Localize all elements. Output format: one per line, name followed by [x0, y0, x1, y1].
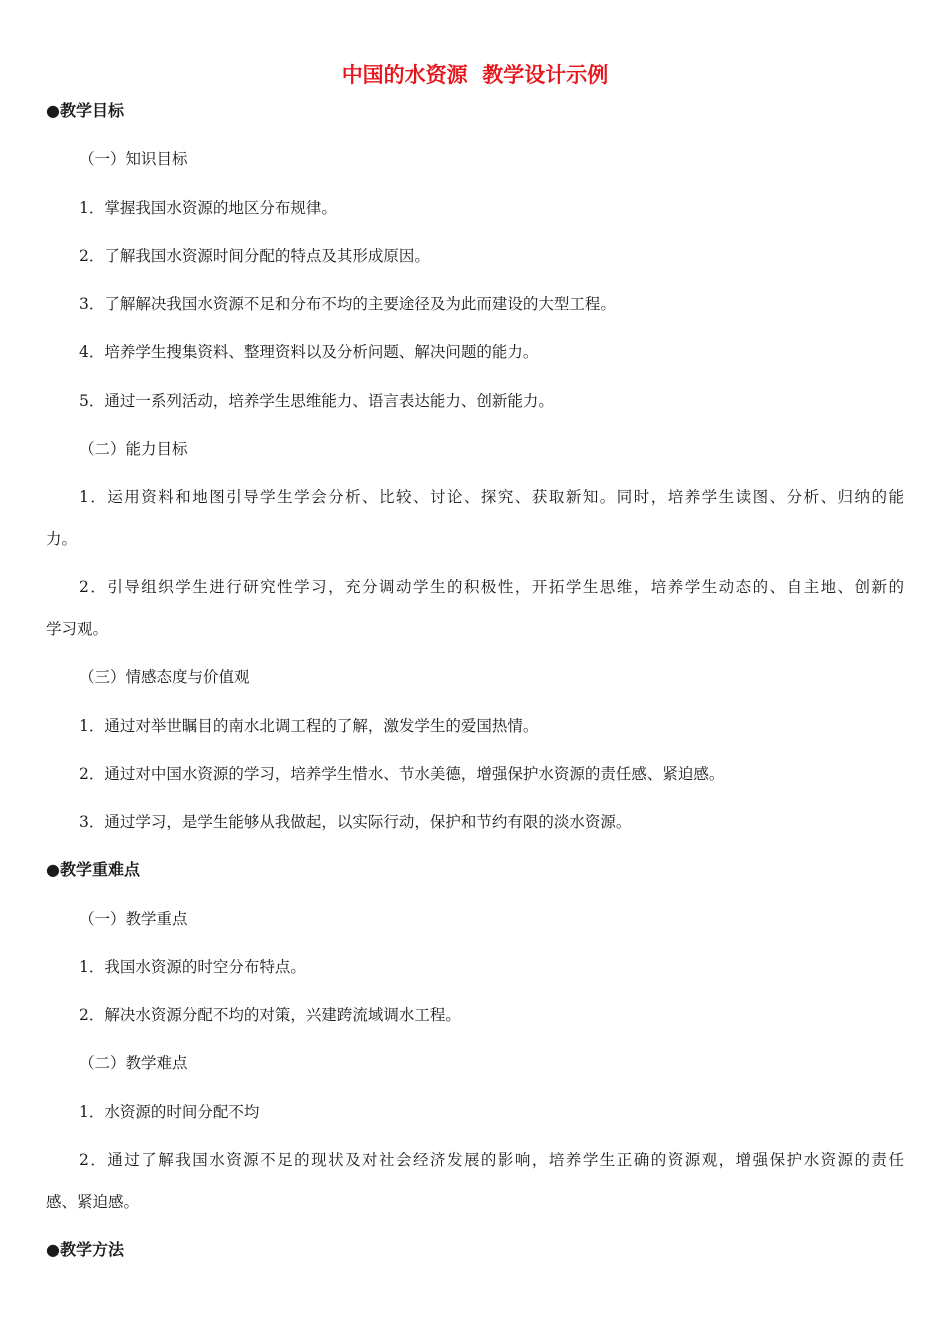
ability-item-line: 1．运用资料和地图引导学生学会分析、比较、讨论、探究、获取新知。同时，培养学生读图、分析、归纳的能 — [79, 488, 904, 506]
knowledge-item: 2．了解我国水资源时间分配的特点及其形成原因。 — [79, 247, 430, 265]
subheading-difficulty: （二）教学难点 — [79, 1054, 188, 1072]
subheading-ability: （二）能力目标 — [79, 440, 188, 458]
ability-item-continuation: 学习观。 — [46, 620, 109, 638]
emotion-item: 1．通过对举世瞩目的南水北调工程的了解，激发学生的爱国热情。 — [79, 717, 539, 735]
subheading-knowledge: （一）知识目标 — [79, 150, 188, 168]
ability-item-continuation: 力。 — [46, 530, 78, 548]
focus-item: 1．我国水资源的时空分布特点。 — [79, 958, 306, 976]
section-heading-objectives: ●教学目标 — [46, 101, 124, 120]
knowledge-item: 1．掌握我国水资源的地区分布规律。 — [79, 199, 337, 217]
knowledge-item: 3．了解解决我国水资源不足和分布不均的主要途径及为此而建设的大型工程。 — [79, 295, 616, 313]
subheading-emotion: （三）情感态度与价值观 — [79, 668, 250, 686]
difficulty-item-continuation: 感、紧迫感。 — [46, 1193, 140, 1211]
knowledge-item: 4．培养学生搜集资料、整理资料以及分析问题、解决问题的能力。 — [79, 343, 539, 361]
ability-item-line: 2．引导组织学生进行研究性学习，充分调动学生的积极性，开拓学生思维，培养学生动态的、自主地、创新的 — [79, 578, 904, 596]
section-heading-methods: ●教学方法 — [46, 1240, 124, 1259]
focus-item: 2．解决水资源分配不均的对策，兴建跨流域调水工程。 — [79, 1006, 461, 1024]
knowledge-item: 5．通过一系列活动，培养学生思维能力、语言表达能力、创新能力。 — [79, 392, 554, 410]
document-title: 中国的水资源 教学设计示例 — [341, 63, 609, 87]
section-heading-key-points: ●教学重难点 — [46, 860, 140, 879]
subheading-focus: （一）教学重点 — [79, 910, 188, 928]
emotion-item: 2．通过对中国水资源的学习，培养学生惜水、节水美德，增强保护水资源的责任感、紧迫感。 — [79, 765, 725, 783]
emotion-item: 3．通过学习，是学生能够从我做起，以实际行动，保护和节约有限的淡水资源。 — [79, 813, 632, 831]
difficulty-item-line: 2．通过了解我国水资源不足的现状及对社会经济发展的影响，培养学生正确的资源观，增强保护水资源的责任 — [79, 1151, 904, 1169]
difficulty-item: 1．水资源的时间分配不均 — [79, 1103, 260, 1121]
